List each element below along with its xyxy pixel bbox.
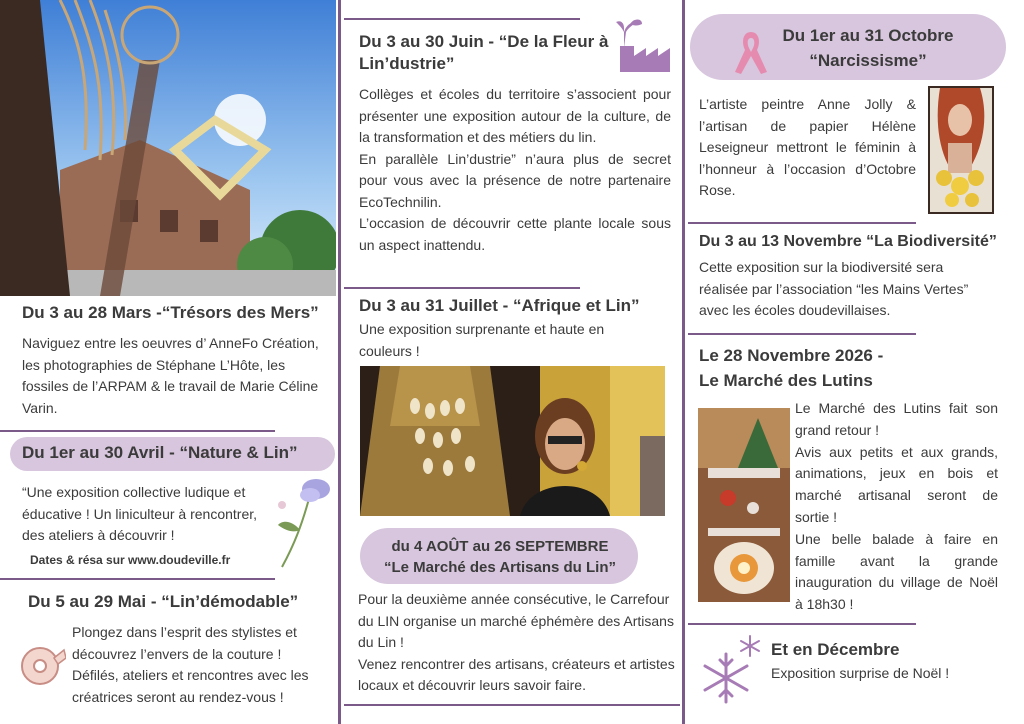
divider-octobre xyxy=(688,222,916,224)
mars-title: Du 3 au 28 Mars -“Trésors des Mers” xyxy=(22,303,319,322)
juin-text: Collèges et écoles du territoire s’associent pour présenter une exposition autour de la culture, de la transformation et des métiers du lin. En parallèle Lin’dustrie” n’aura plus de secret pour vous avec la présence de notre partenaire EcoTechnilin. L’occasion de découvrir cette plante locale sous un aspect inattendu. xyxy=(359,86,671,253)
novembre-text: Cette exposition sur la biodiversité sera réalisée par l’association “les Mains Vertes” avec les écoles doudevillaises. xyxy=(699,259,969,318)
mai-text: Plongez dans l’esprit des stylistes et découvrez l’envers de la couture ! Défilés, ateliers et rencontres avec les créatrices seront au rendez-vous ! xyxy=(72,624,309,705)
octobre-title-line2: “Narcissisme” xyxy=(809,51,927,70)
avril-text: “Une exposition collective ludique et éducative ! Un liniculteur à rencontrer, des ateliers à découvrir ! xyxy=(22,484,258,543)
decembre-title: Et en Décembre xyxy=(771,640,900,659)
column-divider-left xyxy=(338,0,341,724)
factory-plant-icon xyxy=(612,16,674,74)
pink-ribbon-icon xyxy=(733,28,769,76)
flower-icon xyxy=(272,475,338,570)
juillet-text: Une exposition surprenante et haute en couleurs ! xyxy=(359,321,605,359)
snowflake-icon xyxy=(700,632,764,706)
octobre-text: L’artiste peintre Anne Jolly & l’artisan de papier Hélène Leseigneur mettront le féminin à l’honneur à l’occasion d’Octobre Rose. xyxy=(699,96,916,198)
divider-novembre xyxy=(688,333,916,335)
lutins-text: Le Marché des Lutins fait son grand retour ! Avis aux petits et aux grands, animations, jeux en bois et marché artisanal seront de sortie ! Une belle balade à faire en famille avant la grande inauguration du village de Noël à 18h30 ! xyxy=(795,400,998,613)
column-divider-right xyxy=(682,0,685,724)
divider-avril xyxy=(0,578,275,580)
mai-title: Du 5 au 29 Mai - “Lin’démodable” xyxy=(28,592,299,611)
divider-juin xyxy=(344,287,580,289)
divider-mars xyxy=(0,430,275,432)
aout-title-line2: “Le Marché des Artisans du Lin” xyxy=(384,559,616,576)
avril-note: Dates & résa sur www.doudeville.fr xyxy=(30,553,231,567)
divider-top-col2 xyxy=(344,18,580,20)
linen-sign-photo xyxy=(0,0,336,296)
lutins-title-line2: Le Marché des Lutins xyxy=(699,371,873,390)
octobre-title-line1: Du 1er au 31 Octobre xyxy=(782,26,954,45)
decembre-text: Exposition surprise de Noël ! xyxy=(771,665,950,681)
juillet-title: Du 3 au 31 Juillet - “Afrique et Lin” xyxy=(359,296,640,315)
novembre-title: Du 3 au 13 Novembre “La Biodiversité” xyxy=(699,233,997,250)
christmas-market-photo xyxy=(698,408,790,602)
african-fashion-photo xyxy=(360,366,665,516)
avril-title: Du 1er au 30 Avril - “Nature & Lin” xyxy=(22,443,298,462)
measuring-tape-icon xyxy=(16,640,66,690)
juin-title: Du 3 au 30 Juin - “De la Fleur à Lin’dustrie” xyxy=(359,32,609,73)
lutins-title-line1: Le 28 Novembre 2026 - xyxy=(699,346,884,365)
aout-text: Pour la deuxième année consécutive, le Carrefour du LIN organise un marché éphémère des Artisans du Lin ! Venez rencontrer des artisans, créateurs et artistes locaux et découvrir leurs savoir faire. xyxy=(358,591,675,693)
divider-lutins xyxy=(688,623,916,625)
divider-aout xyxy=(344,704,680,706)
portrait-painting xyxy=(928,86,994,214)
mars-text: Naviguez entre les oeuvres d’ AnneFo Création, les photographies de Stéphane L’Hôte, les fossiles de l’ARPAM & le travail de Marie Céline Varin. xyxy=(22,335,319,416)
aout-title-line1: du 4 AOÛT au 26 SEPTEMBRE xyxy=(391,538,609,555)
